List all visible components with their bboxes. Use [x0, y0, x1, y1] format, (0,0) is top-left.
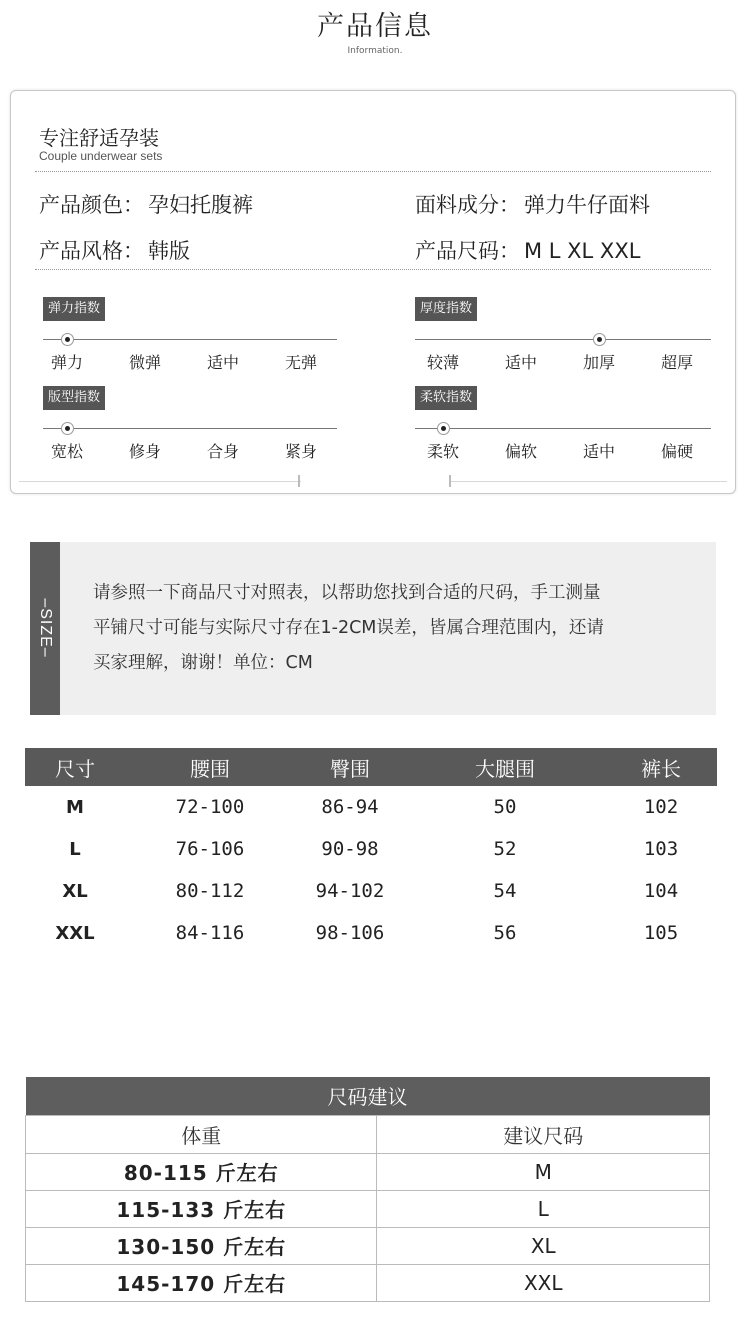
gauge-label-softness: 柔软指数	[415, 386, 477, 410]
gauge-option: 合身	[206, 442, 239, 461]
table-row	[26, 1153, 710, 1190]
gauge-option: 宽松	[50, 442, 83, 461]
cell-suggested-size: XXL	[377, 1264, 710, 1301]
gauge-knob-thickness	[593, 333, 606, 346]
header-length: 裤长	[605, 748, 717, 786]
gauge-track-fit	[43, 428, 337, 429]
size-recommendation-table	[25, 1077, 710, 1302]
cell-length: 104	[643, 880, 679, 902]
attr-style	[39, 235, 190, 265]
cell-size: XL	[62, 880, 88, 902]
cell-suggested-size: XL	[377, 1227, 710, 1264]
cell-waist: 76-106	[175, 838, 245, 860]
table-row	[25, 912, 717, 954]
table-row	[25, 870, 717, 912]
gauge-option: 柔软	[426, 442, 459, 461]
attr-fabric	[415, 189, 650, 219]
gauge-option: 偏软	[504, 442, 537, 461]
divider	[35, 171, 711, 172]
attr-sizes	[415, 235, 640, 265]
header-hip: 臀围	[295, 748, 405, 786]
cell-weight: 80-115 斤左右	[26, 1153, 377, 1190]
cell-length: 105	[643, 922, 679, 944]
cell-thigh: 52	[493, 838, 517, 860]
attr-color	[39, 189, 253, 219]
section-title: 产品信息	[317, 11, 433, 42]
gauge-option: 无弹	[284, 353, 317, 372]
cell-hip: 98-106	[315, 922, 385, 944]
recommendation-title: 尺码建议	[26, 1077, 710, 1115]
attr-value: 弹力牛仔面料	[524, 193, 650, 217]
attr-value: 孕妇托腹裤	[148, 193, 253, 217]
attr-key: 产品尺码：	[415, 239, 520, 263]
attr-key: 产品风格：	[39, 239, 144, 263]
cell-weight: 145-170 斤左右	[26, 1264, 377, 1301]
table-row	[26, 1190, 710, 1227]
gauge-track-thickness	[415, 339, 711, 340]
note-line: 请参照一下商品尺寸对照表，以帮助您找到合适的尺码，手工测量	[93, 583, 601, 603]
gauge-option: 偏硬	[660, 442, 693, 461]
header-waist: 腰围	[125, 748, 295, 786]
brand-subtitle: Couple underwear sets	[39, 149, 163, 163]
attr-value: 韩版	[148, 239, 190, 263]
gauge-label-fit: 版型指数	[43, 386, 105, 410]
cell-size: L	[69, 838, 81, 860]
cell-waist: 80-112	[175, 880, 245, 902]
note-line: 平铺尺寸可能与实际尺寸存在1-2CM误差，皆属合理范围内，还请	[93, 618, 604, 638]
gauge-knob-elasticity	[61, 333, 74, 346]
table-row	[26, 1227, 710, 1264]
cell-length: 102	[643, 796, 679, 818]
cell-size: XXL	[55, 922, 95, 944]
size-note-box	[30, 542, 716, 715]
cell-length: 103	[643, 838, 679, 860]
cell-thigh: 54	[493, 880, 517, 902]
cell-thigh: 56	[493, 922, 517, 944]
size-chart-table	[25, 748, 717, 954]
footer-line	[451, 481, 727, 482]
gauge-label-thickness: 厚度指数	[415, 297, 477, 321]
gauge-option: 紧身	[284, 442, 317, 461]
gauge-option: 适中	[582, 442, 615, 461]
header-suggested-size: 建议尺码	[377, 1115, 710, 1153]
note-line: 买家理解，谢谢！单位：CM	[93, 653, 313, 673]
cell-thigh: 50	[493, 796, 517, 818]
cell-waist: 72-100	[175, 796, 245, 818]
gauge-track-softness	[415, 428, 711, 429]
size-side-bar	[30, 542, 60, 715]
gauge-option: 修身	[128, 442, 161, 461]
gauge-track-elasticity	[43, 339, 337, 340]
footer-tick	[298, 475, 300, 487]
gauge-option: 弹力	[50, 353, 83, 372]
cell-suggested-size: L	[377, 1190, 710, 1227]
gauge-option: 加厚	[582, 353, 615, 372]
gauge-knob-softness	[437, 422, 450, 435]
gauge-option: 微弹	[128, 353, 161, 372]
gauge-option: 超厚	[660, 353, 693, 372]
table-row	[26, 1264, 710, 1301]
attr-value: M L XL XXL	[524, 239, 641, 263]
size-side-label: –SIZE–	[37, 598, 54, 658]
cell-waist: 84-116	[175, 922, 245, 944]
cell-weight: 115-133 斤左右	[26, 1190, 377, 1227]
size-note-text	[93, 576, 693, 681]
cell-weight: 130-150 斤左右	[26, 1227, 377, 1264]
gauge-option: 适中	[504, 353, 537, 372]
attr-key: 产品颜色：	[39, 193, 144, 217]
header-size: 尺寸	[25, 748, 125, 786]
cell-hip: 94-102	[315, 880, 385, 902]
header-thigh: 大腿围	[405, 748, 605, 786]
gauge-knob-fit	[61, 422, 74, 435]
table-row	[25, 828, 717, 870]
cell-hip: 90-98	[321, 838, 379, 860]
header-weight: 体重	[26, 1115, 377, 1153]
table-row	[25, 786, 717, 828]
product-info-card	[10, 90, 736, 494]
cell-size: M	[66, 796, 84, 818]
gauge-option: 较薄	[426, 353, 459, 372]
gauge-option: 适中	[206, 353, 239, 372]
section-subtitle: Information.	[347, 46, 403, 56]
cell-suggested-size: M	[377, 1153, 710, 1190]
footer-line	[19, 481, 301, 482]
table-header-row	[25, 748, 717, 786]
gauge-label-elasticity: 弹力指数	[43, 297, 105, 321]
attr-key: 面料成分：	[415, 193, 520, 217]
cell-hip: 86-94	[321, 796, 379, 818]
brand-title: 专注舒适孕装	[39, 126, 159, 150]
divider	[35, 269, 711, 270]
